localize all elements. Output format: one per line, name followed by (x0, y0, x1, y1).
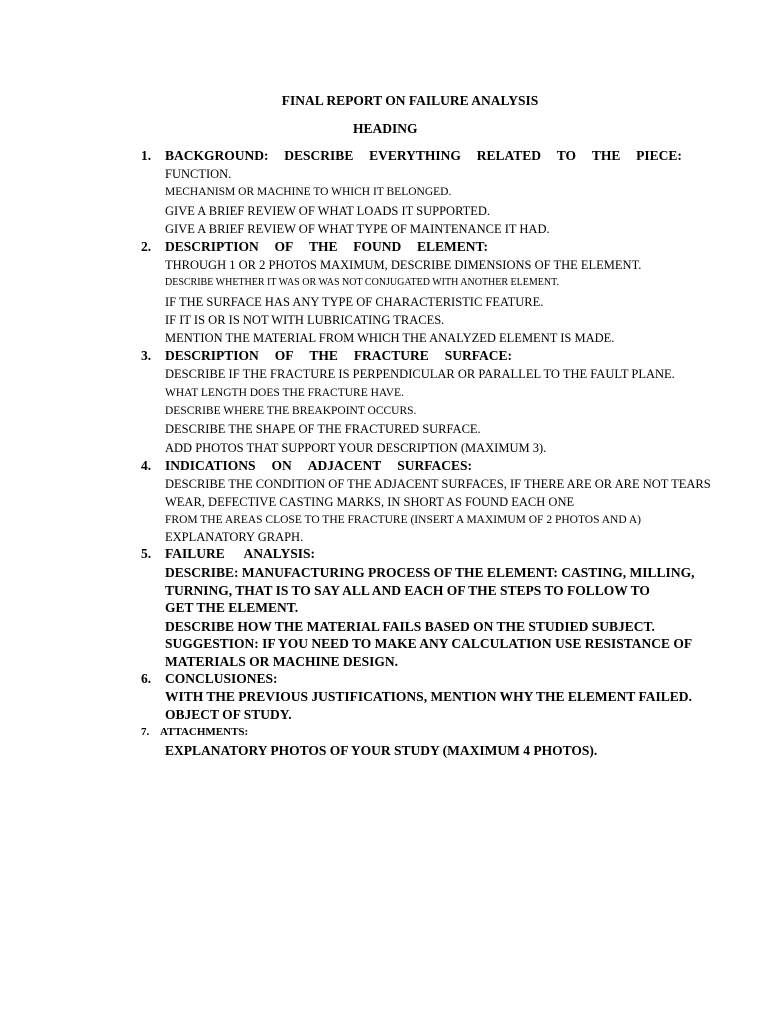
list-item-text: FUNCTION. (165, 167, 232, 181)
list-item-text: FROM THE AREAS CLOSE TO THE FRACTURE (INSERT A MAXIMUM OF 2 PHOTOS AND A) (165, 514, 641, 526)
list-item-text: EXPLANATORY GRAPH. (165, 530, 304, 544)
section-title-word: TO (556, 148, 577, 163)
section-title-word: ADJACENT (307, 458, 382, 473)
list-item-text: DESCRIBE HOW THE MATERIAL FAILS BASED ON THE STUDIED SUBJECT. (165, 619, 655, 634)
section-title (165, 546, 315, 562)
list-item-text: WHAT LENGTH DOES THE FRACTURE HAVE. (165, 387, 404, 399)
list-item-text: IF IT IS OR IS NOT WITH LUBRICATING TRACES. (165, 313, 445, 327)
section-title-word: FAILURE (165, 546, 225, 561)
list-item-text: MENTION THE MATERIAL FROM WHICH THE ANALYZED ELEMENT IS MADE. (165, 331, 615, 345)
section-title-word: EVERYTHING (369, 148, 461, 163)
list-item-text: EXPLANATORY PHOTOS OF YOUR STUDY (MAXIMUM 4 PHOTOS). (165, 743, 598, 758)
section-title-word: OF (274, 239, 294, 254)
section-title (165, 348, 512, 364)
document-heading: HEADING (353, 121, 418, 136)
section-number: 6. (141, 671, 152, 686)
list-item-text: DESCRIBE WHERE THE BREAKPOINT OCCURS. (165, 405, 417, 417)
section-title-word: ON (271, 458, 292, 473)
list-item-text: ADD PHOTOS THAT SUPPORT YOUR DESCRIPTION (MAXIMUM 3). (165, 441, 547, 455)
list-item-text: DESCRIBE IF THE FRACTURE IS PERPENDICULAR OR PARALLEL TO THE FAULT PLANE. (165, 367, 675, 381)
list-item-text: TURNING, THAT IS TO SAY ALL AND EACH OF THE STEPS TO FOLLOW TO (165, 583, 650, 598)
section-number: 2. (141, 239, 152, 254)
section-number: 5. (141, 546, 152, 561)
section-title (165, 239, 488, 255)
section-title-word: SURFACE: (444, 348, 512, 363)
section-title-word: PIECE: (636, 148, 682, 163)
section-title-word: BACKGROUND: (165, 148, 269, 163)
section-title-word: OF (274, 348, 294, 363)
list-item-text: WITH THE PREVIOUS JUSTIFICATIONS, MENTION WHY THE ELEMENT FAILED. (165, 689, 692, 704)
list-item-text: WEAR, DEFECTIVE CASTING MARKS, IN SHORT AS FOUND EACH ONE (165, 495, 575, 509)
section-title-word: ANALYSIS: (243, 546, 315, 561)
list-item-text: DESCRIBE WHETHER IT WAS OR WAS NOT CONJUGATED WITH ANOTHER ELEMENT. (165, 277, 559, 288)
section-title-word: SURFACES: (397, 458, 472, 473)
list-item-text: DESCRIBE: MANUFACTURING PROCESS OF THE ELEMENT: CASTING, MILLING, (165, 565, 695, 580)
section-title-word: THE (309, 239, 338, 254)
section-title-word: INDICATIONS (165, 458, 256, 473)
list-item-text: OBJECT OF STUDY. (165, 707, 292, 722)
section-title-word: THE (309, 348, 338, 363)
section-title-word: THE (591, 148, 621, 163)
document-title: FINAL REPORT ON FAILURE ANALYSIS (281, 93, 539, 108)
section-title-word: FOUND (353, 239, 402, 254)
list-item-text: SUGGESTION: IF YOU NEED TO MAKE ANY CALCULATION USE RESISTANCE OF (165, 636, 693, 651)
list-item-text: GET THE ELEMENT. (165, 600, 299, 615)
list-item-text: GIVE A BRIEF REVIEW OF WHAT LOADS IT SUPPORTED. (165, 204, 491, 218)
section-title-word: RELATED (476, 148, 541, 163)
list-item-text: GIVE A BRIEF REVIEW OF WHAT TYPE OF MAINTENANCE IT HAD. (165, 222, 550, 236)
section-title (165, 458, 472, 474)
list-item-text: MECHANISM OR MACHINE TO WHICH IT BELONGED. (165, 186, 452, 198)
section-title-word: DESCRIBE (284, 148, 354, 163)
list-item-text: DESCRIBE THE CONDITION OF THE ADJACENT SURFACES, IF THERE ARE OR ARE NOT TEARS (165, 477, 711, 491)
list-item-text: IF THE SURFACE HAS ANY TYPE OF CHARACTERISTIC FEATURE. (165, 295, 544, 309)
section-number: 7. (141, 726, 150, 738)
section-title (165, 148, 682, 164)
section-title-word: FRACTURE (353, 348, 429, 363)
section-title-word: DESCRIPTION (165, 348, 259, 363)
section-number: 1. (141, 148, 152, 163)
section-number: 3. (141, 348, 152, 363)
section-title: CONCLUSIONES: (165, 671, 278, 686)
list-item-text: THROUGH 1 OR 2 PHOTOS MAXIMUM, DESCRIBE DIMENSIONS OF THE ELEMENT. (165, 258, 642, 272)
section-title-word: ELEMENT: (416, 239, 488, 254)
section-number: 4. (141, 458, 152, 473)
section-title: ATTACHMENTS: (160, 726, 249, 738)
section-title-word: DESCRIPTION (165, 239, 259, 254)
list-item-text: DESCRIBE THE SHAPE OF THE FRACTURED SURFACE. (165, 422, 481, 436)
list-item-text: MATERIALS OR MACHINE DESIGN. (165, 654, 399, 669)
